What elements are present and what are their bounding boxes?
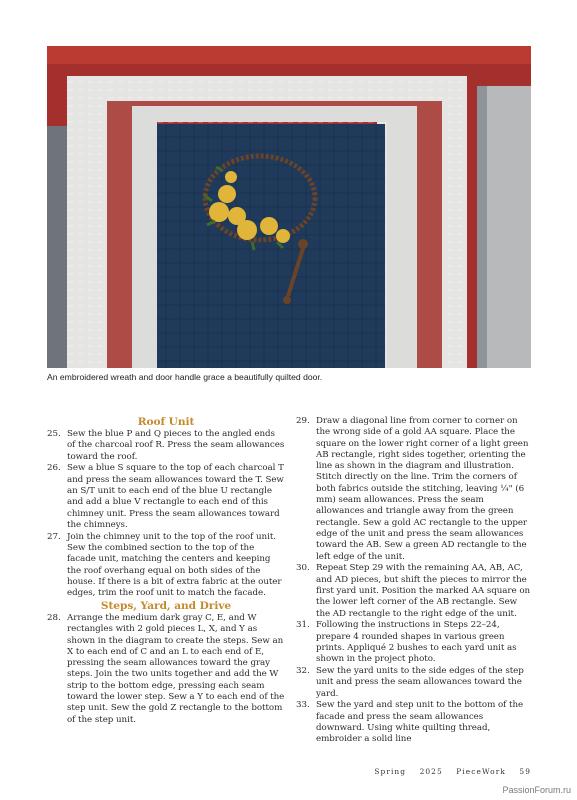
step-33	[296, 700, 532, 745]
step-text: Sew the blue P and Q pieces to the angled ends of the charcoal roof R. Press the seam allowances toward the roof.	[67, 429, 285, 462]
roof-unit-heading: Roof Unit	[137, 416, 195, 428]
step-text: Sew the yard and step unit to the bottom of the facade and press the seam allowances downward. Using white quilting thread, embroider a solid line	[316, 700, 524, 745]
step-25	[47, 429, 285, 463]
step-text: Sew the yard units to the side edges of the step unit and press the seam allowances toward the yard.	[316, 666, 524, 699]
step-32	[296, 666, 532, 700]
page-number: 59	[519, 767, 531, 776]
right-gray-band	[487, 86, 531, 368]
step-number: 32.	[296, 666, 310, 677]
quilt-illustration	[47, 46, 531, 368]
step-text: Arrange the medium dark gray C, E, and W rectangles with 2 gold pieces L, X, and Y as shown in the diagram to create the steps. Sew an X to each end of C and an L to each end of E, pressing the seam allowances toward the gray steps. Join the two units together and add the W strip to the bottom edge, pressing each seam toward the lower step. Sew a Y to each end of the step unit. Sew the gold Z rectangle to the bottom of the step unit.	[67, 612, 285, 725]
page-footer	[0, 767, 531, 776]
footer-season: Spring	[374, 767, 407, 776]
step-number: 29.	[296, 416, 310, 426]
step-number: 28.	[47, 612, 61, 623]
step-28	[47, 613, 285, 726]
footer-year: 2025	[419, 767, 443, 776]
steps-yard-drive-heading: Steps, Yard, and Drive	[100, 599, 232, 612]
step-text: Join the chimney unit to the top of the roof unit. Sew the combined section to the top of the facade unit, matching the centers and keeping the roof overhang equal on both sides of the house. If there is a bit of extra fabric at the outer edges, trim the roof unit to match the facade.	[67, 531, 282, 599]
step-text: Repeat Step 29 with the remaining AA, AB, AC, and AD pieces, but shift the pieces to mirror the first yard unit. Position the marked AA square on the lower left corner of the AB rectangle. Sew the AD rectangle to the right edge of the unit.	[316, 563, 531, 619]
right-column	[296, 416, 532, 746]
photo-caption: An embroidered wreath and door handle grace a beautifully quilted door.	[47, 372, 323, 382]
step-text: Following the instructions in Steps 22–24, prepare 4 rounded shapes in various green prints. Appliqué 2 bushes to each yard unit as shown in the project photo.	[316, 620, 517, 665]
footer-magazine: PieceWork	[456, 767, 506, 776]
quilt-photo	[47, 46, 531, 368]
watermark: PassionForum.ru	[502, 785, 571, 795]
left-column	[47, 416, 285, 726]
step-number: 33.	[296, 700, 310, 711]
step-text: Sew a blue S square to the top of each charcoal T and press the seam allowances toward the T. Sew an S/T unit to each end of the blue U rectangle and add a blue V rectangle to each end of this chimney unit. Press the seam allowances toward the chimneys.	[67, 463, 284, 530]
step-29	[296, 416, 532, 563]
step-number: 31.	[296, 620, 310, 631]
step-31	[296, 620, 532, 665]
step-27	[47, 532, 285, 600]
step-text: Draw a diagonal line from corner to corner on the wrong side of a gold AA square. Place the square on the lower right corner of a light green AB rectangle, right sides together, orienting the line as shown in the diagram and illustration. Stitch directly on the line. Trim the corners of both fabrics outside the stitching, leaving ¼" (6 mm) seam allowances. Press the seam allowances and triangle away from the green rectangle. Sew a gold AC rectangle to the upper edge of the unit and press the seam allowances toward the AB. Sew a green AD rectangle to the left edge of the unit.	[316, 416, 529, 562]
step-number: 25.	[47, 429, 61, 439]
step-number: 27.	[47, 531, 61, 542]
step-26	[47, 463, 285, 531]
step-number: 30.	[296, 563, 310, 574]
step-30	[296, 563, 532, 619]
step-number: 26.	[47, 463, 61, 474]
